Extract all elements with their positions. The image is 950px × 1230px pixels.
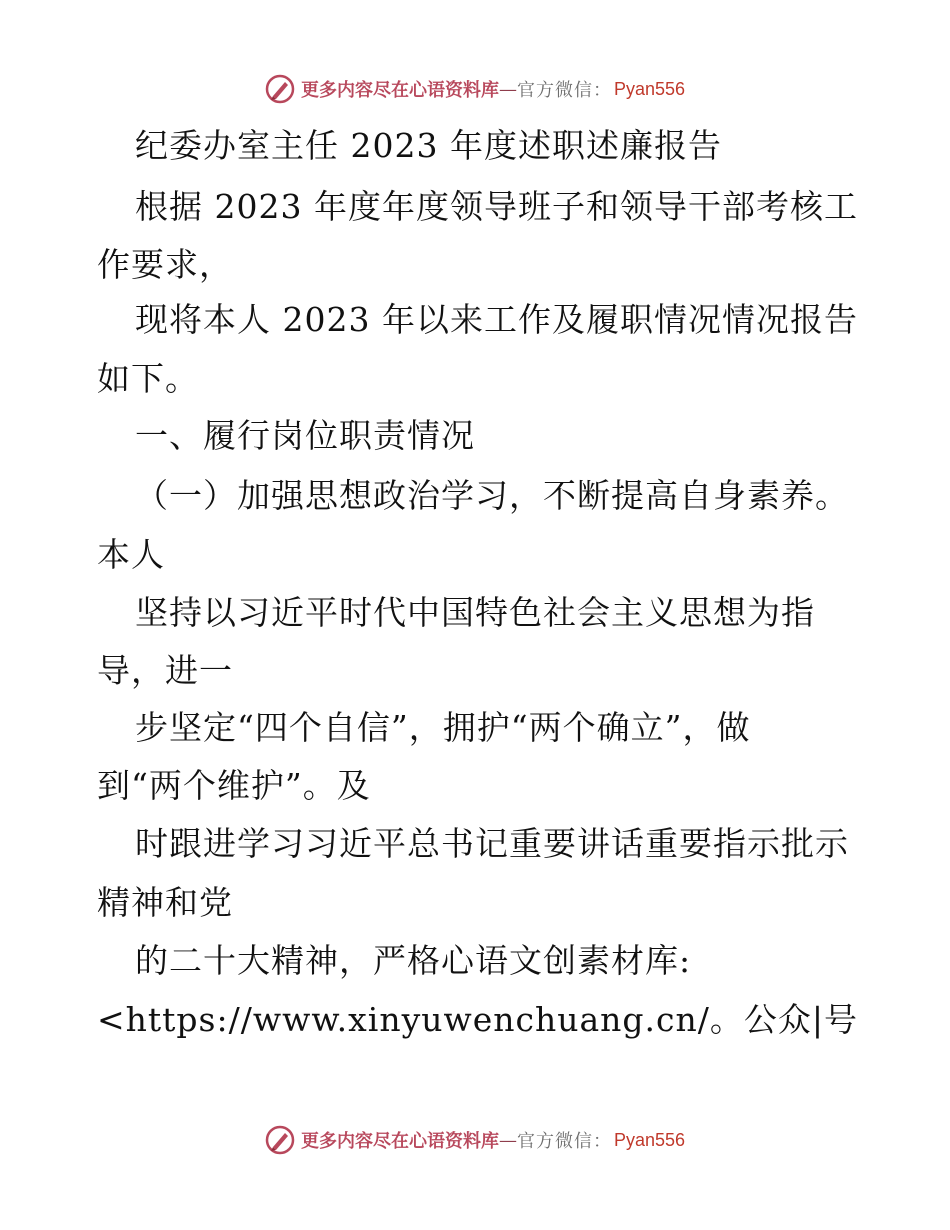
paragraph-line: 导，进一 (97, 651, 233, 690)
banner-wechat-label: 官方微信： (516, 80, 612, 101)
banner-wechat-id: Pyan556 (613, 78, 686, 99)
banner-wechat-label: 官方微信： (516, 1131, 612, 1152)
paragraph-line: 精神和党 (97, 883, 233, 922)
section-heading: 一、履行岗位职责情况 (135, 416, 475, 455)
banner-separator: — (498, 1129, 517, 1151)
banner-separator: — (498, 78, 517, 100)
paragraph-line: 时跟进学习习近平总书记重要讲话重要指示批示 (135, 824, 849, 863)
banner-wechat-id: Pyan556 (613, 1129, 686, 1150)
paragraph-line: 的二十大精神，严格心语文创素材库: (135, 941, 692, 980)
header-banner (0, 72, 950, 106)
paragraph-line: 作要求， (97, 245, 233, 284)
paragraph-line: 现将本人 2023 年以来工作及履职情况情况报告 (135, 300, 858, 339)
paragraph-line: 步坚定“四个自信”，拥护“两个确立”，做 (135, 708, 751, 747)
footer-banner (0, 1123, 950, 1157)
url-line: <https://www.xinyuwenchuang.cn/。公众|号 (97, 1000, 859, 1039)
paragraph-line: 本人 (97, 535, 165, 574)
paragraph-line: 如下。 (97, 359, 199, 398)
paragraph-line: 根据 2023 年度年度领导班子和领导干部考核工 (135, 187, 858, 226)
banner-text: 更多内容尽在心语资料库 (300, 80, 499, 101)
pen-logo-icon (265, 74, 295, 104)
subsection-heading: （一）加强思想政治学习，不断提高自身素养。 (135, 476, 849, 515)
paragraph-line: 坚持以习近平时代中国特色社会主义思想为指 (135, 593, 815, 632)
banner-text: 更多内容尽在心语资料库 (300, 1131, 499, 1152)
paragraph-line: 到“两个维护”。及 (97, 766, 371, 805)
document-title: 纪委办室主任 2023 年度述职述廉报告 (135, 126, 722, 165)
pen-logo-icon (265, 1125, 295, 1155)
